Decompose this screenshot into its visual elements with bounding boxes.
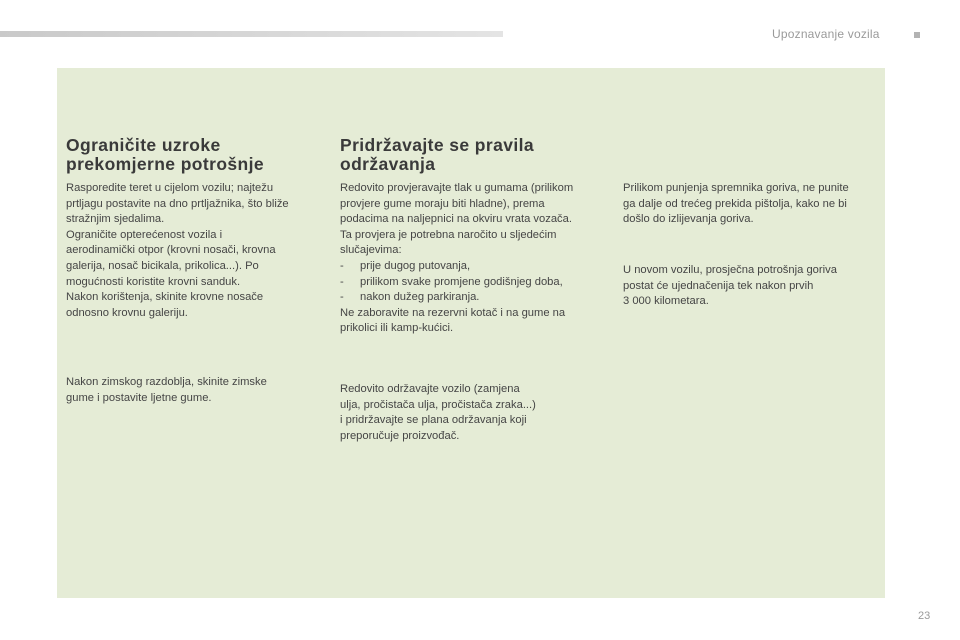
- header-decor-bar: [0, 31, 503, 37]
- paragraph-tyre-pressure: Redovito provjeravajte tlak u gumama (prilikom provjere gume moraju biti hladne), prema podacima na naljepnici na okviru vrata vozača. Ta provjera je potrebna naročito u sljedećim slučajevima:: [340, 182, 574, 257]
- heading-line: Pridržavajte se pravila: [340, 135, 535, 155]
- tyre-check-list: [340, 259, 602, 306]
- page-number: 23: [918, 610, 931, 622]
- paragraph-service-schedule: Redovito održavajte vozilo (zamjena ulja, pročistača ulja, pročistača zraka...) i pridržavajte se plana održavanja koji preporučuje proizvođač.: [340, 383, 536, 442]
- list-item: - nakon dužeg parkiranja.: [340, 291, 480, 304]
- paragraph-refuelling: Prilikom punjenja spremnika goriva, ne punite ga dalje od trećeg prekida pištolja, kako ne bi došlo do izlijevanja goriva.: [623, 182, 849, 226]
- heading-line: prekomjerne potrošnje: [66, 154, 265, 174]
- list-item: - prilikom svake promjene godišnjeg doba,: [340, 275, 563, 288]
- paragraph-new-vehicle: U novom vozilu, prosječna potrošnja goriva postat će ujednačenija tek nakon prvih 3 000 kilometara.: [623, 264, 837, 308]
- heading-line: Ograničite uzroke: [66, 135, 221, 155]
- header-square-marker: [914, 32, 920, 38]
- heading-maintenance: [340, 136, 534, 174]
- paragraph-load-distribution: Rasporedite teret u cijelom vozilu; najtežu prtljagu postavite na dno prtljažnika, što bliže stražnjim sjedalima. Ograničite opterećenost vozila i aerodinamički otpor (krovni nosači, krovna galerija, nosač bicikala, prikolica...). Po mogućnosti koristite krovni sanduk. Nakon korištenja, skinite krovne nosače odnosno krovnu galeriju.: [66, 182, 289, 319]
- heading-line: održavanja: [340, 154, 436, 174]
- list-item: - prije dugog putovanja,: [340, 259, 471, 272]
- heading-consumption: [66, 136, 264, 174]
- paragraph-winter-tyres: Nakon zimskog razdoblja, skinite zimske gume i postavite ljetne gume.: [66, 376, 267, 404]
- content-panel: [57, 68, 885, 598]
- tyre-pressure-block: [340, 181, 602, 337]
- paragraph-spare-wheel: Ne zaboravite na rezervni kotač i na gume na prikolici ili kamp-kućici.: [340, 306, 566, 335]
- section-title: Upoznavanje vozila: [772, 27, 880, 41]
